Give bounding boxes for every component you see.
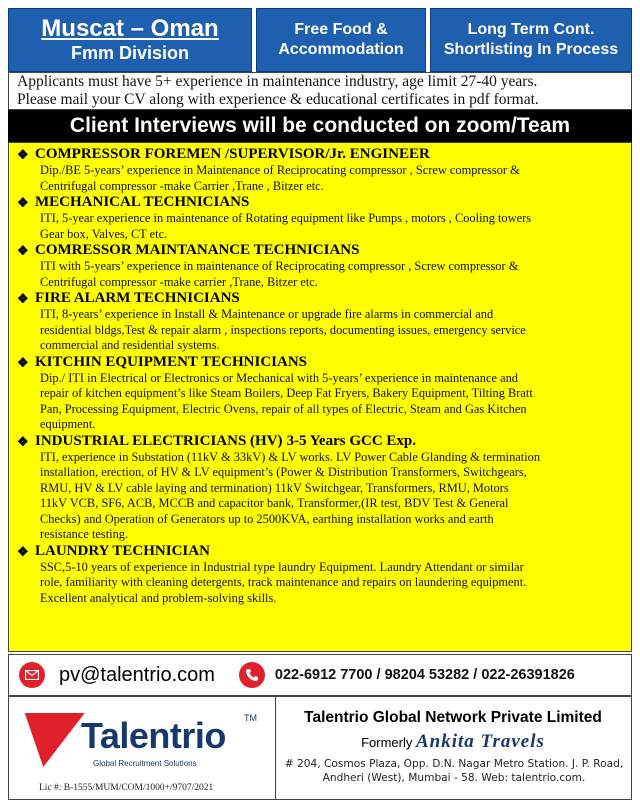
position-description: Dip./ ITI in Electrical or Electronics or Mechanical with 5-years’ experience in maintenance and repair of kitchen equipment’s like Steam Boilers, Deep Fat Fryers, Bakery Equipment, Tilting Bratt Pan, Processing Equipment, Electric Ovens, repair of all types of Electric, Steam and Gas Kitchen equipment.: [40, 370, 533, 431]
benefits-line-2: Accommodation: [278, 41, 404, 58]
division-label: Fmm Division: [70, 43, 190, 63]
location-title: Muscat – Oman: [41, 15, 219, 42]
position-title-row: [17, 290, 625, 307]
benefits-line-1: Free Food &: [294, 21, 388, 38]
position-description: ITI, 8-years’ experience in Install & Maintenance or upgrade fire alarms in commercial and residential bldgs,Test & repair alarm , inspections reports, documenting issues, emergency service commercial and residential systems.: [40, 307, 526, 352]
contact-bar: [8, 654, 632, 696]
position-section: [17, 194, 625, 242]
requirements-note: [8, 72, 632, 110]
position-description: ITI with 5-years’ experience in maintenance of Reciprocating compressor , Screw compressor & Centrifugal compressor -make carrier ,Trane, Bitzer etc.: [40, 259, 519, 289]
license-number: Lic #: B-1555/MUM/COM/1000+/9707/2021: [39, 783, 214, 793]
footer: [8, 696, 632, 800]
diamond-bullet-icon: ❖: [17, 543, 29, 559]
formerly-line: [277, 731, 629, 753]
logo-tagline: Global Recruitment Solutions: [93, 759, 197, 768]
position-description: ITI, 5-year experience in maintenance of Rotating equipment like Pumps , motors , Cooling towers Gear box, Valves, CT etc.: [40, 211, 532, 241]
requirements-line-1: Applicants must have 5+ experience in maintenance industry, age limit 27-40 years.: [17, 73, 538, 90]
position-title: LAUNDRY TECHNICIAN: [35, 542, 210, 559]
contract-line-1: Long Term Cont.: [467, 21, 595, 38]
position-section: [17, 146, 625, 194]
position-title: MECHANICAL TECHNICIANS: [35, 194, 250, 210]
contract-line-2: Shortlisting In Process: [443, 41, 619, 58]
logo-trademark: TM: [244, 713, 257, 723]
requirements-line-2: Please mail your CV along with experience & educational certificates in pdf format.: [17, 91, 539, 108]
position-title: INDUSTRIAL ELECTRICIANS (HV): [35, 432, 283, 449]
footer-divider: [275, 697, 276, 799]
benefits-box: [256, 8, 426, 72]
position-title: COMRESSOR MAINTANANCE TECHNICIANS: [35, 242, 360, 258]
company-name: Talentrio Global Network Private Limited: [304, 709, 602, 726]
positions-list: [8, 142, 632, 652]
diamond-bullet-icon: ❖: [17, 354, 29, 370]
position-section: [17, 290, 625, 354]
position-title-row: [17, 433, 625, 450]
position-title: COMPRESSOR FOREMEN /SUPERVISOR/Jr. ENGINEER: [35, 146, 430, 162]
position-title-row: [17, 354, 625, 371]
location-box: [8, 8, 252, 72]
diamond-bullet-icon: ❖: [17, 243, 29, 258]
position-section: [17, 433, 625, 543]
diamond-bullet-icon: ❖: [17, 195, 29, 210]
envelope-icon: [19, 662, 45, 688]
position-experience-note: 3-5 Years GCC Exp.: [286, 432, 417, 449]
position-description: ITI, experience in Substation (11kV & 33kV) & LV works. LV Power Cable Glanding & termination installation, erection, of HV & LV equipment’s (Power & Distribution Transformers, Switchgears, RMU, HV & LV cable laying and termination) 11kV Switchgear, Transformers, RMU, Motors 11kV VCB, SF6, ACB, MCCB and capacitor bank, Transformer,(IR test, BDV Test & General Checks) and Operation of Generators up to 2500KVA, earthing installation works and earth resistance testing.: [40, 449, 541, 541]
diamond-bullet-icon: ❖: [17, 291, 29, 306]
position-title-row: [17, 543, 625, 560]
position-title-row: [17, 194, 625, 211]
logo-brand: Talentrio: [81, 715, 226, 756]
contact-email[interactable]: pv@talentrio.com: [59, 663, 215, 686]
address-line-1: # 204, Cosmos Plaza, Opp. D.N. Nagar Metro Station. J. P. Road,: [284, 758, 624, 770]
position-title-row: [17, 146, 625, 163]
position-section: [17, 543, 625, 607]
position-title: KITCHIN EQUIPMENT TECHNICIANS: [35, 353, 307, 370]
header-row: [8, 8, 632, 72]
position-title: FIRE ALARM TECHNICIANS: [35, 290, 240, 306]
diamond-bullet-icon: ❖: [17, 147, 29, 162]
formerly-label: Formerly: [361, 735, 413, 750]
logo-triangle: [13, 713, 84, 767]
diamond-bullet-icon: ❖: [17, 433, 29, 449]
former-name: Ankita Travels: [416, 731, 545, 752]
phone-icon: [239, 662, 265, 688]
company-address: [281, 757, 627, 785]
position-title-row: [17, 242, 625, 259]
contact-phones[interactable]: 022-6912 7700 / 98204 53282 / 022-26391826: [274, 667, 575, 683]
position-description: SSC,5-10 years of experience in Industrial type laundry Equipment. Laundry Attendant or similar role, familiarity with cleaning detergents, track maintenance and repairs on laundering equipment. Excellent analytical and problem-solving skills.: [40, 559, 527, 605]
position-section: [17, 242, 625, 290]
interview-banner: Client Interviews will be conducted on zoom/Team: [8, 110, 632, 142]
position-section: [17, 354, 625, 433]
address-line-2: Andheri (West), Mumbai - 58. Web: talentrio.com.: [322, 772, 586, 784]
contract-box: [430, 8, 632, 72]
talentrio-logo-icon: [19, 705, 269, 775]
position-description: Dip./BE 5-years’ experience in Maintenance of Reciprocating compressor , Screw compressor & Centrifugal compressor -make Carrier ,Trane , Bitzer etc.: [40, 163, 520, 193]
